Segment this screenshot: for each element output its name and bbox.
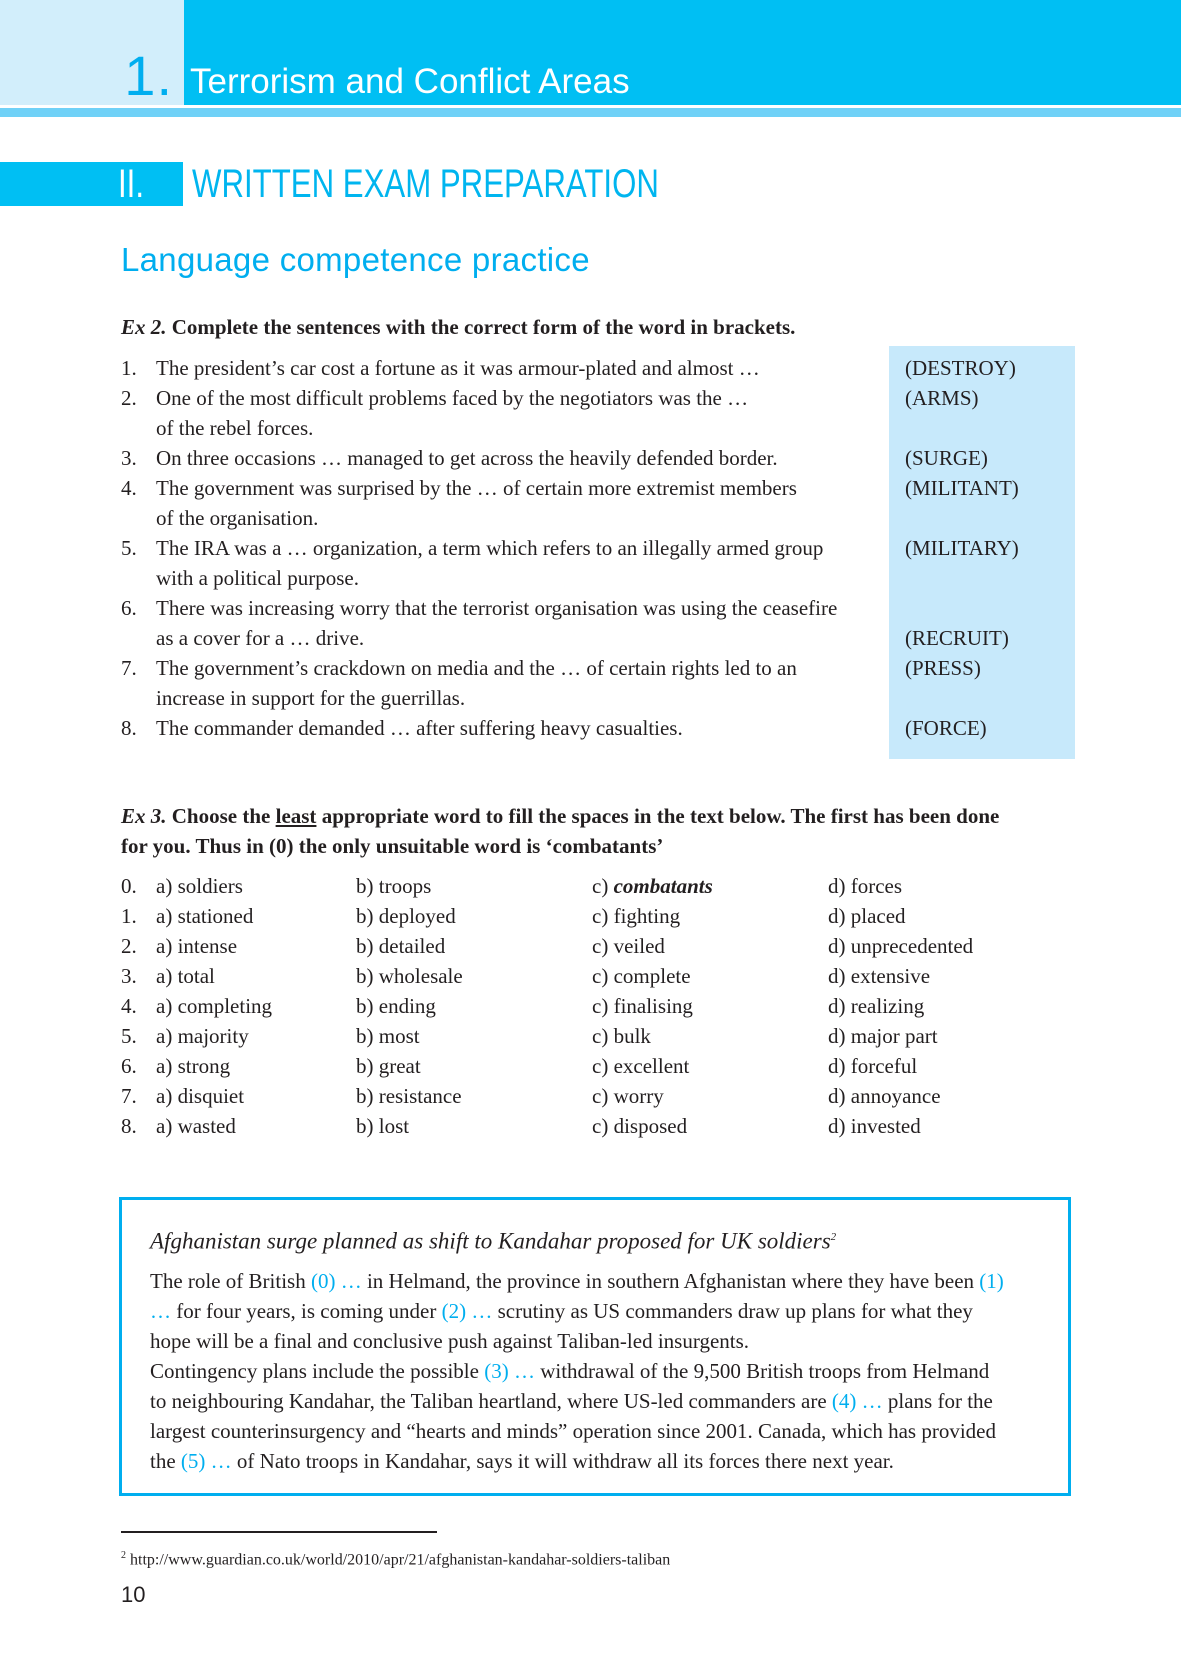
chapter-number: 1. bbox=[124, 44, 173, 107]
ex3-item-number: 1. bbox=[121, 904, 137, 928]
article-line bbox=[150, 1446, 894, 1476]
ex3-label: Ex 3. bbox=[121, 804, 167, 828]
ex3-option-a: a) majority bbox=[156, 1024, 249, 1048]
article-line bbox=[150, 1266, 1004, 1296]
article-text: of Nato troops in Kandahar, says it will withdraw all its forces there next year. bbox=[231, 1449, 894, 1473]
gap-marker: (2) … bbox=[441, 1299, 493, 1323]
ex3-item-number: 0. bbox=[121, 874, 137, 898]
ex3-option-a: a) total bbox=[156, 964, 215, 988]
header-stripe bbox=[0, 108, 1181, 117]
ex2-label: Ex 2. bbox=[121, 315, 167, 339]
ex3-option-c bbox=[592, 1051, 689, 1081]
ex2-sentence-text: as a cover for a … drive. bbox=[156, 626, 365, 650]
ex3-option-b: b) most bbox=[356, 1024, 420, 1048]
ex3-instruction bbox=[121, 801, 999, 831]
article-text: the bbox=[150, 1449, 181, 1473]
ex3-option-c-letter: c) bbox=[592, 874, 614, 898]
ex2-keyword: (RECRUIT) bbox=[905, 626, 1009, 650]
ex3-item-number: 4. bbox=[121, 994, 137, 1018]
ex3-option-d: d) realizing bbox=[828, 994, 925, 1018]
footnote-number: 2 bbox=[121, 1550, 126, 1561]
article-line bbox=[150, 1296, 973, 1326]
footnote-rule bbox=[121, 1531, 437, 1533]
section-number: II. bbox=[118, 162, 145, 206]
ex3-option-c-word: worry bbox=[613, 1084, 664, 1108]
ex3-item-number: 7. bbox=[121, 1084, 137, 1108]
article-line bbox=[150, 1326, 749, 1356]
gap-marker: (4) … bbox=[831, 1389, 883, 1413]
ex2-sentence-text: of the rebel forces. bbox=[156, 416, 314, 440]
ex3-option-c-letter: c) bbox=[592, 1054, 614, 1078]
article-text: largest counterinsurgency and “hearts and minds” operation since 2001. Canada, which has provided bbox=[150, 1419, 996, 1443]
ex3-option-d: d) invested bbox=[828, 1114, 921, 1138]
ex3-option-c-letter: c) bbox=[592, 904, 614, 928]
ex3-option-c-word: combatants bbox=[613, 874, 713, 898]
ex3-option-a: a) intense bbox=[156, 934, 238, 958]
footnote-url: http://www.guardian.co.uk/world/2010/apr/21/afghanistan-kandahar-soldiers-taliban bbox=[130, 1551, 671, 1569]
article-line bbox=[150, 1386, 993, 1416]
ex2-item-number: 5. bbox=[121, 536, 137, 560]
ex3-option-b: b) great bbox=[356, 1054, 421, 1078]
ex2-sentence-text: The government’s crackdown on media and the … of certain rights led to an bbox=[156, 656, 797, 680]
ex2-item-number: 7. bbox=[121, 656, 137, 680]
ex3-option-a: a) disquiet bbox=[156, 1084, 245, 1108]
ex2-sentence-text: There was increasing worry that the terrorist organisation was using the ceasefire bbox=[156, 596, 838, 620]
ex3-item-number: 6. bbox=[121, 1054, 137, 1078]
ex3-instruction-start: Choose the bbox=[171, 804, 271, 828]
article-text: The role of British bbox=[150, 1269, 311, 1293]
ex3-option-c-letter: c) bbox=[592, 934, 614, 958]
article-text: plans for the bbox=[882, 1389, 993, 1413]
ex3-option-d: d) unprecedented bbox=[828, 934, 974, 958]
article-text: withdrawal of the 9,500 British troops from Helmand bbox=[534, 1359, 990, 1383]
ex2-sentence-text: The commander demanded … after suffering heavy casualties. bbox=[156, 716, 683, 740]
ex3-option-d: d) placed bbox=[828, 904, 906, 928]
ex2-sentence-text: with a political purpose. bbox=[156, 566, 359, 590]
gap-marker: … bbox=[150, 1299, 171, 1323]
ex2-keyword: (MILITARY) bbox=[905, 536, 1019, 560]
ex3-option-b: b) resistance bbox=[356, 1084, 462, 1108]
ex3-option-c bbox=[592, 961, 691, 991]
article-line bbox=[150, 1356, 989, 1386]
gap-marker: (0) … bbox=[310, 1269, 362, 1293]
ex3-option-d: d) major part bbox=[828, 1024, 938, 1048]
ex2-sentence-text: The IRA was a … organization, a term which refers to an illegally armed group bbox=[156, 536, 824, 560]
article-text: Contingency plans include the possible bbox=[150, 1359, 485, 1383]
gap-marker: (5) … bbox=[180, 1449, 232, 1473]
ex2-instruction-text: Complete the sentences with the correct form of the word in brackets. bbox=[171, 315, 796, 339]
article-text: hope will be a final and conclusive push against Taliban-led insurgents. bbox=[150, 1329, 750, 1353]
ex3-option-b: b) wholesale bbox=[356, 964, 463, 988]
article-line bbox=[150, 1416, 996, 1446]
ex2-keyword: (DESTROY) bbox=[905, 356, 1016, 380]
ex3-option-c-word: disposed bbox=[613, 1114, 688, 1138]
ex3-option-b: b) ending bbox=[356, 994, 436, 1018]
ex2-keyword: (SURGE) bbox=[905, 446, 988, 470]
section-title: WRITTEN EXAM PREPARATION bbox=[192, 162, 659, 206]
ex3-option-c bbox=[592, 991, 693, 1021]
ex2-sentence-text: One of the most difficult problems faced by the negotiators was the … bbox=[156, 386, 749, 410]
ex3-option-c-word: veiled bbox=[613, 934, 665, 958]
ex2-item-number: 2. bbox=[121, 386, 137, 410]
ex2-keyword: (MILITANT) bbox=[905, 476, 1019, 500]
ex3-option-c-letter: c) bbox=[592, 1084, 614, 1108]
ex3-option-c-word: complete bbox=[613, 964, 691, 988]
gap-marker: (1) bbox=[979, 1269, 1004, 1293]
ex2-item-number: 6. bbox=[121, 596, 137, 620]
ex3-option-c-word: excellent bbox=[613, 1054, 690, 1078]
article-title-text: Afghanistan surge planned as shift to Kandahar proposed for UK soldiers bbox=[150, 1228, 831, 1254]
ex3-option-d: d) extensive bbox=[828, 964, 931, 988]
article-text: scrutiny as US commanders draw up plans for what they bbox=[492, 1299, 973, 1323]
article-title bbox=[150, 1222, 836, 1257]
ex2-item-number: 1. bbox=[121, 356, 137, 380]
ex3-option-c bbox=[592, 871, 713, 901]
ex2-item-number: 4. bbox=[121, 476, 137, 500]
ex3-option-c bbox=[592, 1081, 664, 1111]
footnote bbox=[121, 1545, 670, 1571]
article-text: to neighbouring Kandahar, the Taliban heartland, where US-led commanders are bbox=[150, 1389, 832, 1413]
ex2-keyword: (PRESS) bbox=[905, 656, 981, 680]
page-number: 10 bbox=[121, 1582, 146, 1607]
ex3-option-a: a) strong bbox=[156, 1054, 231, 1078]
ex2-sentence-text: The president’s car cost a fortune as it was armour-plated and almost … bbox=[156, 356, 760, 380]
ex2-sentence-text: increase in support for the guerrillas. bbox=[156, 686, 466, 710]
article-text: for four years, is coming under bbox=[171, 1299, 442, 1323]
ex2-item-number: 3. bbox=[121, 446, 137, 470]
ex2-instruction bbox=[121, 312, 795, 342]
section-number-box bbox=[0, 162, 183, 206]
ex3-option-c bbox=[592, 931, 665, 961]
ex2-item-number: 8. bbox=[121, 716, 137, 740]
ex3-option-a: a) wasted bbox=[156, 1114, 236, 1138]
ex2-sentence-text: of the organisation. bbox=[156, 506, 319, 530]
ex3-option-c-word: bulk bbox=[613, 1024, 651, 1048]
ex3-instruction-line2: for you. Thus in (0) the only unsuitable word is ‘combatants’ bbox=[121, 834, 664, 858]
ex3-option-c-word: finalising bbox=[613, 994, 693, 1018]
chapter-title: Terrorism and Conflict Areas bbox=[190, 62, 630, 101]
ex3-option-c bbox=[592, 1111, 687, 1141]
ex3-option-c-letter: c) bbox=[592, 1114, 614, 1138]
ex3-option-c-letter: c) bbox=[592, 964, 614, 988]
ex3-instruction-end: appropriate word to fill the spaces in the text below. The first has been done bbox=[321, 804, 1000, 828]
ex3-option-d: d) forces bbox=[828, 874, 903, 898]
ex3-option-d: d) forceful bbox=[828, 1054, 918, 1078]
ex3-item-number: 2. bbox=[121, 934, 137, 958]
footnote-ref: 2 bbox=[830, 1231, 837, 1243]
ex3-option-b: b) detailed bbox=[356, 934, 446, 958]
ex3-option-d: d) annoyance bbox=[828, 1084, 941, 1108]
gap-marker: (3) … bbox=[484, 1359, 535, 1383]
ex3-option-b: b) lost bbox=[356, 1114, 410, 1138]
ex3-option-c-word: fighting bbox=[613, 904, 681, 928]
ex3-option-c-letter: c) bbox=[592, 1024, 614, 1048]
ex2-keyword: (FORCE) bbox=[905, 716, 987, 740]
ex3-option-b: b) deployed bbox=[356, 904, 456, 928]
ex3-option-b: b) troops bbox=[356, 874, 432, 898]
ex3-option-a: a) stationed bbox=[156, 904, 254, 928]
ex2-sentence-text: The government was surprised by the … of certain more extremist members bbox=[156, 476, 797, 500]
ex3-item-number: 5. bbox=[121, 1024, 137, 1048]
section-subtitle: Language competence practice bbox=[121, 241, 590, 278]
ex2-keyword: (ARMS) bbox=[905, 386, 979, 410]
article-text: in Helmand, the province in southern Afghanistan where they have been bbox=[361, 1269, 980, 1293]
ex3-option-a: a) completing bbox=[156, 994, 273, 1018]
ex3-option-c bbox=[592, 901, 680, 931]
ex3-item-number: 3. bbox=[121, 964, 137, 988]
ex3-item-number: 8. bbox=[121, 1114, 137, 1138]
ex3-instruction-emphasis: least bbox=[275, 804, 317, 828]
ex3-option-c bbox=[592, 1021, 651, 1051]
ex2-sentence-text: On three occasions … managed to get across the heavily defended border. bbox=[156, 446, 778, 470]
ex3-option-a: a) soldiers bbox=[156, 874, 243, 898]
ex3-option-c-letter: c) bbox=[592, 994, 614, 1018]
